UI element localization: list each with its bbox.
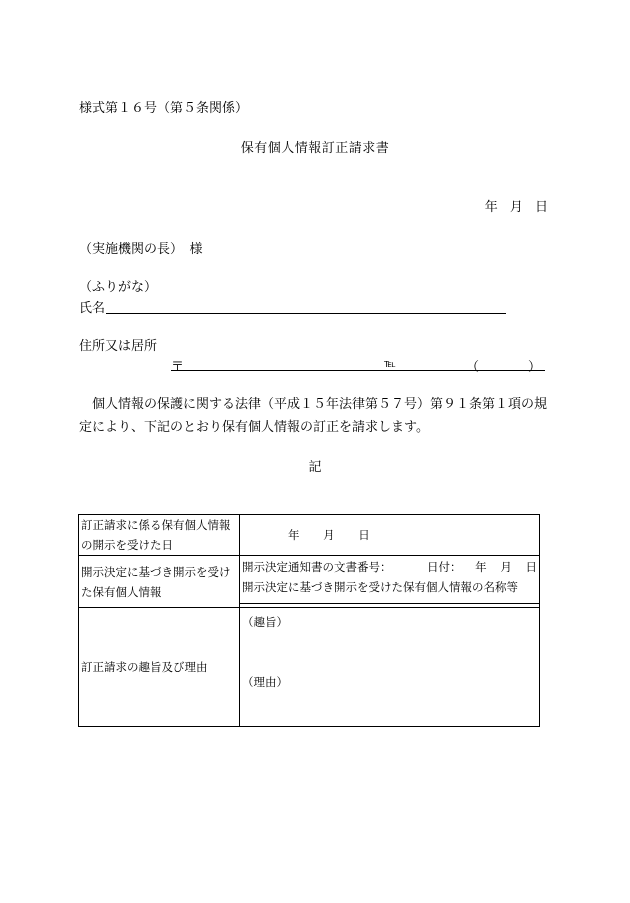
notice-doc-number-label: 開示決定通知書の文書番号： [242, 560, 392, 574]
tel-icon: ℡ [384, 357, 396, 370]
request-details-table [78, 514, 540, 727]
disclosure-date-field[interactable] [240, 515, 540, 556]
request-statement: 個人情報の保護に関する法律（平成１５年法律第５７号）第９１条第１項の規定により、下記のとおり保有個人情報の訂正を請求します。 [79, 397, 548, 435]
table-row [79, 515, 540, 556]
disclosed-info-field[interactable] [240, 556, 540, 604]
disclosure-date-label: 訂正請求に係る保有個人情報の開示を受けた日 [79, 515, 240, 556]
phone-paren-close: ） [528, 360, 542, 375]
address-field-line[interactable] [171, 370, 545, 371]
phone-paren-open: （ [466, 360, 480, 375]
ki-heading: 記 [308, 460, 322, 475]
furigana-label: （ふりがな） [79, 280, 158, 295]
form-number: 様式第１６号（第５条関係） [79, 101, 249, 116]
disclosure-date-value: 年 月 日 [288, 528, 370, 542]
disclosed-info-label: 開示決定に基づき開示を受けた保有個人情報 [79, 556, 240, 608]
postal-mark: 〒 [171, 360, 185, 375]
table-row [79, 556, 540, 604]
reason-label: （理由） [242, 675, 288, 689]
address-label: 住所又は居所 [79, 339, 158, 354]
document-title: 保有個人情報訂正請求書 [240, 141, 390, 156]
notice-date-label: 日付： 年 月 日 [427, 560, 537, 574]
name-field-line[interactable] [106, 313, 506, 314]
gist-reason-label: 訂正請求の趣旨及び理由 [79, 608, 240, 727]
name-label: 氏名 [79, 301, 106, 316]
request-date: 年 月 日 [484, 200, 548, 215]
gist-label: （趣旨） [242, 615, 288, 629]
table-row [79, 608, 540, 727]
addressee: （実施機関の長） 様 [79, 242, 203, 257]
gist-reason-field[interactable] [240, 608, 540, 727]
disclosed-info-name-label: 開示決定に基づき開示を受けた保有個人情報の名称等 [242, 580, 518, 594]
